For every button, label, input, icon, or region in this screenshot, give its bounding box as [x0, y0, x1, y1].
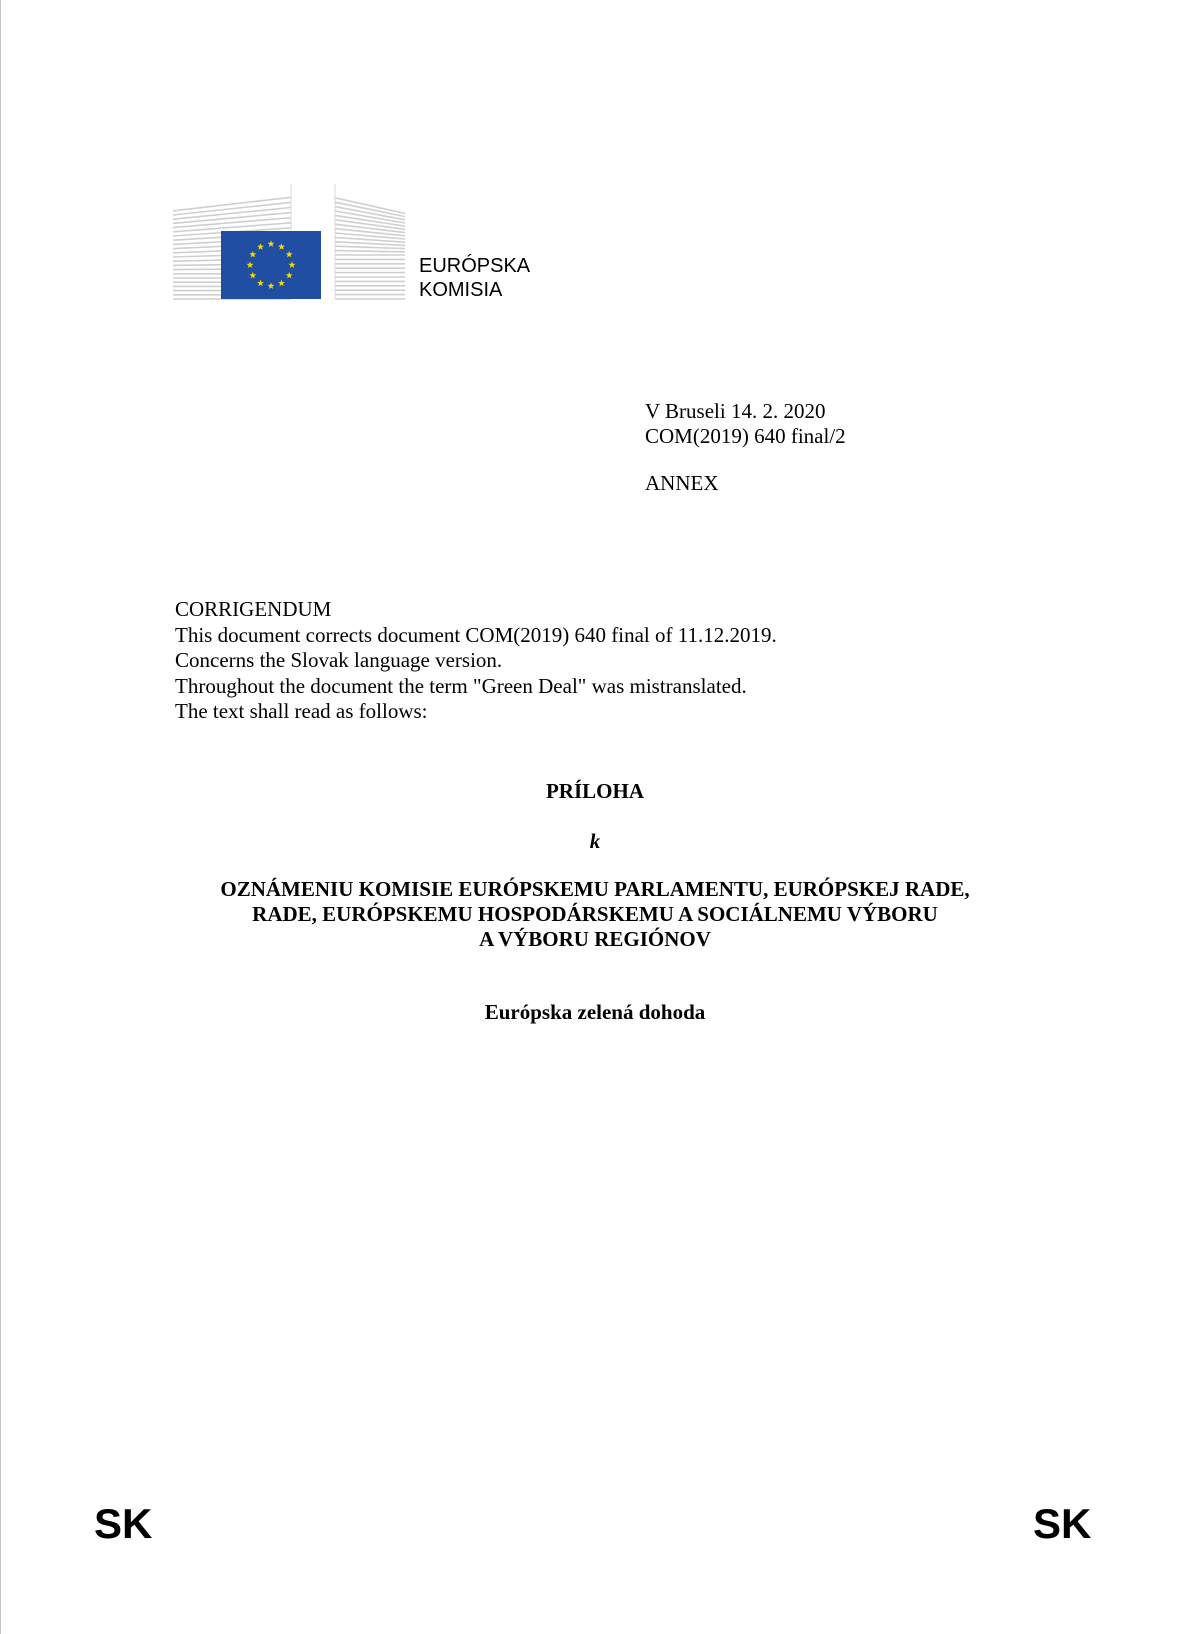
- corrigendum-block: [175, 597, 777, 725]
- building-line: [335, 246, 405, 248]
- annex-label: ANNEX: [645, 471, 719, 495]
- organization-name-line-2: KOMISIA: [419, 279, 503, 301]
- building-line: [173, 218, 291, 228]
- annex-heading: PRÍLOHA: [545, 779, 644, 803]
- language-code-left: SK: [94, 1500, 153, 1547]
- building-line: [335, 202, 405, 216]
- building-line: [173, 223, 291, 232]
- corrigendum-line: Concerns the Slovak language version.: [175, 648, 503, 672]
- place-date: V Bruseli 14. 2. 2020: [645, 399, 826, 423]
- european-commission-logo: [173, 184, 413, 300]
- communication-title: [0, 877, 1190, 952]
- organization-name: [419, 254, 530, 302]
- building-line: [335, 242, 405, 246]
- preposition-k: k: [589, 829, 601, 853]
- corrigendum-line: The text shall read as follows:: [175, 699, 428, 723]
- page-edge: [0, 0, 1, 1634]
- organization-name-line-1: EURÓPSKA: [419, 255, 531, 277]
- corrigendum-line: CORRIGENDUM: [175, 597, 332, 621]
- title-line: RADE, EURÓPSKEMU HOSPODÁRSKEMU A SOCIÁLNEMU VÝBORU: [252, 902, 938, 926]
- language-code-right: SK: [1033, 1500, 1092, 1547]
- building-line: [335, 251, 405, 252]
- building-right-wing-lines: [335, 184, 405, 299]
- title-line: OZNÁMENIU KOMISIE EURÓPSKEMU PARLAMENTU, EURÓPSKEJ RADE,: [220, 877, 970, 901]
- document-subtitle: Európska zelená dohoda: [484, 1000, 706, 1024]
- document-reference: COM(2019) 640 final/2: [645, 424, 846, 448]
- corrigendum-line: This document corrects document COM(2019) 640 final of 11.12.2019.: [175, 622, 777, 647]
- building-line: [335, 229, 405, 236]
- title-line: A VÝBORU REGIÓNOV: [479, 927, 711, 951]
- corrigendum-line: Throughout the document the term "Green Deal" was mistranslated.: [175, 673, 747, 698]
- document-meta: [645, 399, 846, 449]
- building-line: [335, 198, 405, 214]
